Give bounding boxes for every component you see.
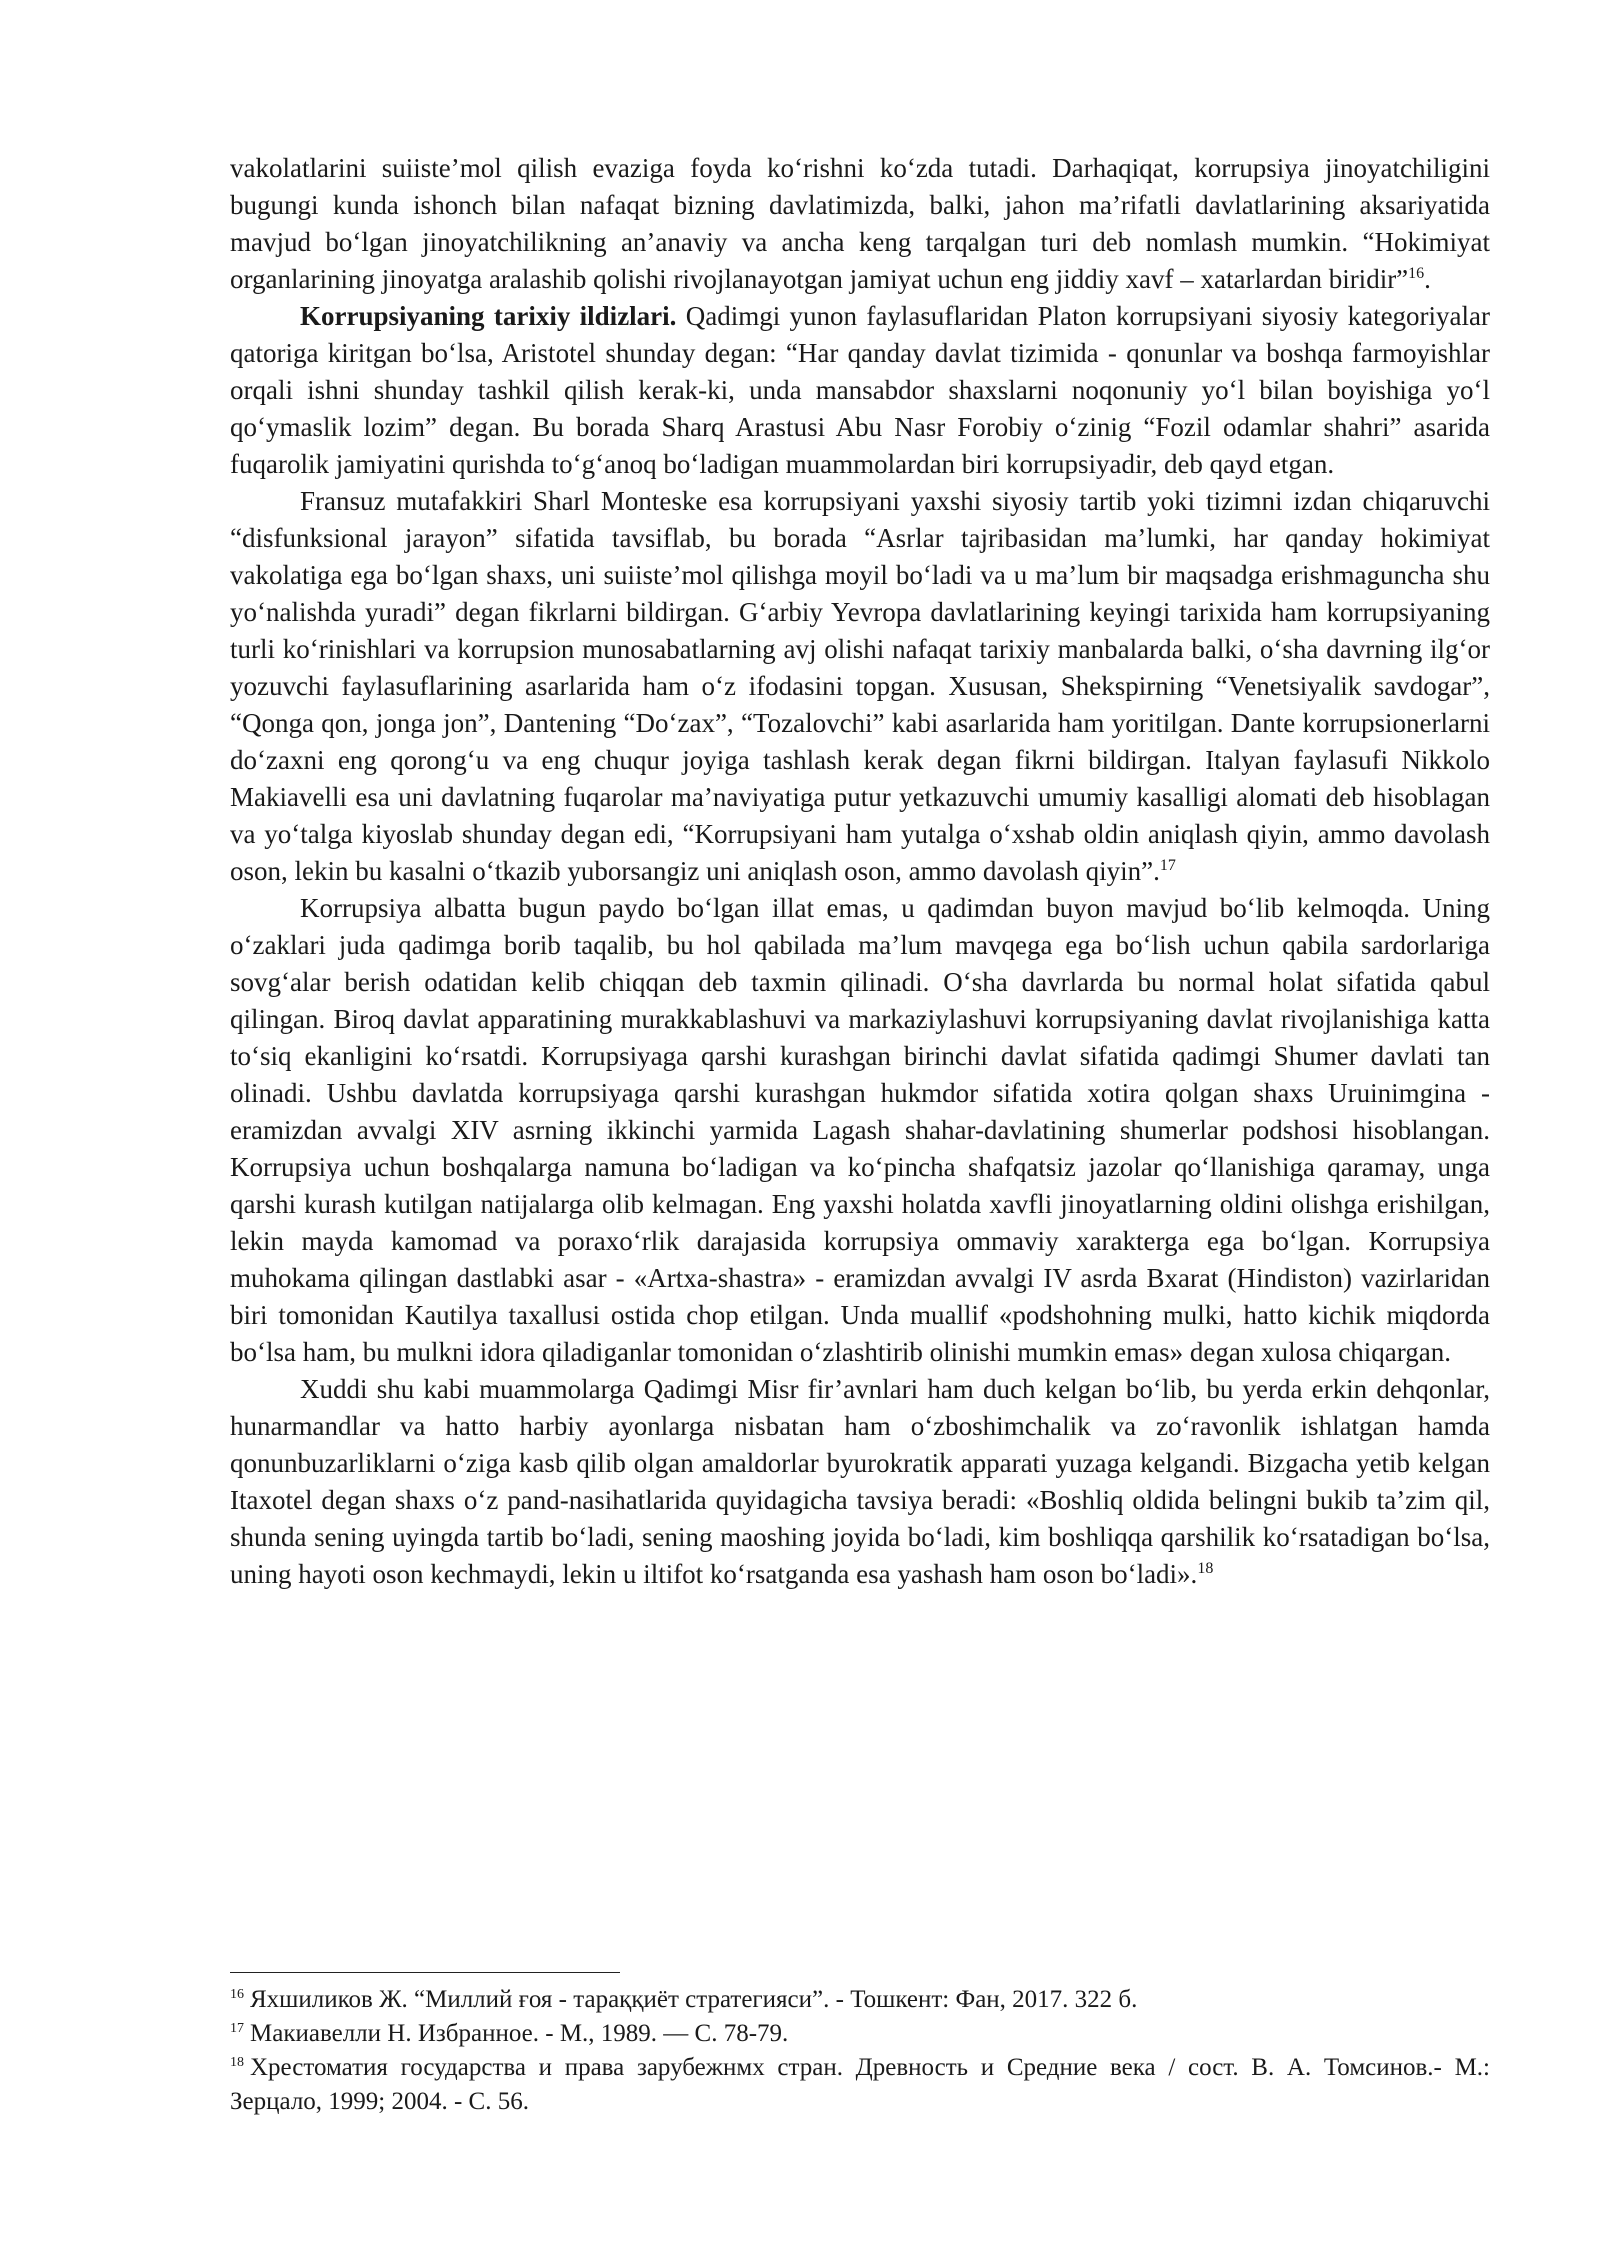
footnote-text: Хрестоматия государства и права зарубежнмх стран. Древность и Средние века / сост. В. А. Томсинов.- М.: Зерцало, 1999; 2004. - С. 56. xyxy=(230,2054,1490,2115)
footnote-text: Макиавелли Н. Избранное. - М., 1989. — С. 78-79. xyxy=(250,2020,789,2047)
paragraph-text: Korrupsiya albatta bugun paydo bo‘lgan illat emas, u qadimdan buyon mavjud bo‘lib kelmoqda. Uning o‘zaklari juda qadimga borib taqalib, bu hol qabilada ma’lum mavqega ega bo‘lish uchun qabila sardorlariga sovg‘alar berish odatidan kelib chiqqan deb taxmin qilinadi. O‘sha davrlarda bu normal holat sifatida qabul qilingan. Biroq davlat apparatining murakkablashuvi va markaziylashuvi korrupsiyaning davlat rivojlanishiga katta to‘siq ekanligini ko‘rsatdi. Korrupsiyaga qarshi kurashgan birinchi davlat sifatida qadimgi Shumer davlati tan olinadi. Ushbu davlatda korrupsiyaga qarshi kurashgan hukmdor sifatida xotira qolgan shaxs Uruinimgina - eramizdan avvalgi XIV asrning ikkinchi yarmida Lagash shahar-davlatining shumerlar podshosi hisoblangan. Korrupsiya uchun boshqalarga namuna bo‘ladigan va ko‘pincha shafqatsiz jazolar qo‘llanishiga qaramay, unga qarshi kurash kutilgan natijalarga olib kelmagan. Eng yaxshi holatda xavfli jinoyatlarning oldini olishga erishilgan, lekin mayda kamomad va poraxo‘rlik darajasida korrupsiya ommaviy xarakterga ega bo‘lgan. Korrupsiya muhokama qilingan dastlabki asar - «Artxa-shastra» - eramizdan avvalgi IV asrda Bxarat (Hindiston) vazirlaridan biri tomonidan Kautilya taxallusi ostida chop etilgan. Unda muallif «podshohning mulki, hatto kichik miqdorda bo‘lsa ham, bu mulkni idora qiladiganlar tomonidan o‘zlashtirib olinishi mumkin emas» degan xulosa chiqargan. xyxy=(230,893,1490,1367)
paragraph-text: vakolatlarini suiiste’mol qilish evaziga foyda ko‘rishni ko‘zda tutadi. Darhaqiqat, korrupsiya jinoyatchiligini bugungi kunda ishonch bilan nafaqat bizning davlatimizda, balki, jahon ma’rifatli davlatlarining aksariyatida mavjud bo‘lgan jinoyatchilikning an’anaviy va ancha keng tarqalgan turi deb nomlash mumkin. “Hokimiyat organlarining jinoyatga aralashib qolishi rivojlanayotgan jamiyat uchun eng jiddiy xavf – xatarlardan biridir” xyxy=(230,153,1490,294)
paragraph xyxy=(230,298,1490,483)
footnote xyxy=(230,1983,1490,2017)
footnote-text: Яхшиликов Ж. “Миллий ғоя - тараққиёт стратегияси”. - Тошкент: Фан, 2017. 322 б. xyxy=(250,1986,1138,2013)
paragraph xyxy=(230,890,1490,1371)
paragraph xyxy=(230,150,1490,298)
footnote-separator xyxy=(230,1972,620,1973)
document-body xyxy=(230,150,1490,1593)
paragraph-text: Xuddi shu kabi muammolarga Qadimgi Misr fir’avnlari ham duch kelgan bo‘lib, bu yerda erkin dehqonlar, hunarmandlar va hatto harbiy ayonlarga nisbatan ham o‘zboshimchalik va zo‘ravonlik ishlatgan hamda qonunbuzarliklarni o‘ziga kasb qilib olgan amaldorlar byurokratik apparati yuzaga kelgandi. Bizgacha yetib kelgan Itaxotel degan shaxs o‘z pand-nasihatlarida quyidagicha tavsiya beradi: «Boshliq oldida belingni bukib ta’zim qil, shunda sening uyingda tartib bo‘ladi, sening maoshing joyida bo‘ladi, kim boshliqqa qarshilik ko‘rsatadigan bo‘lsa, uning hayoti oson kechmaydi, lekin u iltifot ko‘rsatganda esa yashash ham oson bo‘ladi». xyxy=(230,1374,1490,1589)
footnote xyxy=(230,2017,1490,2051)
footnote-number: 18 xyxy=(230,2054,244,2070)
paragraph xyxy=(230,1371,1490,1593)
footnote xyxy=(230,2051,1490,2119)
footnotes xyxy=(230,1983,1490,2119)
paragraph-text-end: . xyxy=(1424,264,1431,294)
paragraph xyxy=(230,483,1490,890)
footnote-reference[interactable]: 17 xyxy=(1159,857,1176,874)
footnote-number: 16 xyxy=(230,1986,244,2002)
footnote-reference[interactable]: 18 xyxy=(1197,1560,1214,1577)
footnote-number: 17 xyxy=(230,2020,244,2036)
paragraph-text: Qadimgi yunon faylasuflaridan Platon korrupsiyani siyosiy kategoriyalar qatoriga kiritgan bo‘lsa, Aristotel shunday degan: “Har qanday davlat tizimida - qonunlar va boshqa farmoyishlar orqali ishni shunday tashkil qilish kerak-ki, unda mansabdor shaxslarni noqonuniy yo‘l bilan boyishiga yo‘l qo‘ymaslik lozim” degan. Bu borada Sharq Arastusi Abu Nasr Forobiy o‘zinig “Fozil odamlar shahri” asarida fuqarolik jamiyatini qurishda to‘g‘anoq bo‘ladigan muammolardan biri korrupsiyadir, deb qayd etgan. xyxy=(230,301,1491,479)
paragraph-text: Fransuz mutafakkiri Sharl Monteske esa korrupsiyani yaxshi siyosiy tartib yoki tizimni izdan chiqaruvchi “disfunksional jarayon” sifatida tavsiflab, bu borada “Asrlar tajribasidan ma’lumki, har qanday hokimiyat vakolatiga ega bo‘lgan shaxs, uni suiiste’mol qilishga moyil bo‘ladi va u ma’lum bir maqsadga erishmaguncha shu yo‘nalishda yuradi” degan fikrlarni bildirgan. G‘arbiy Yevropa davlatlarining keyingi tarixida ham korrupsiyaning turli ko‘rinishlari va korrupsion munosabatlarning avj olishi nafaqat tarixiy manbalarda balki, o‘sha davrning ilg‘or yozuvchi faylasuflarining asarlarida ham o‘z ifodasini topgan. Xususan, Shekspirning “Venetsiyalik savdogar”, “Qonga qon, jonga jon”, Dantening “Do‘zax”, “Tozalovchi” kabi asarlarida ham yoritilgan. Dante korrupsionerlarni do‘zaxni eng qorong‘u va eng chuqur joyiga tashlash kerak degan fikrni bildirgan. Italyan faylasufi Nikkolo Makiavelli esa uni davlatning fuqarolar ma’naviyatiga putur yetkazuvchi umumiy kasalligi alomati deb hisoblagan va yo‘talga kiyoslab shunday degan edi, “Korrupsiyani ham yutalga o‘xshab oldin aniqlash qiyin, ammo davolash oson, lekin bu kasalni o‘tkazib yuborsangiz uni aniqlash oson, ammo davolash qiyin”. xyxy=(230,486,1490,886)
footnote-reference[interactable]: 16 xyxy=(1408,265,1425,282)
section-heading: Korrupsiyaning tarixiy ildizlari. xyxy=(300,301,677,331)
